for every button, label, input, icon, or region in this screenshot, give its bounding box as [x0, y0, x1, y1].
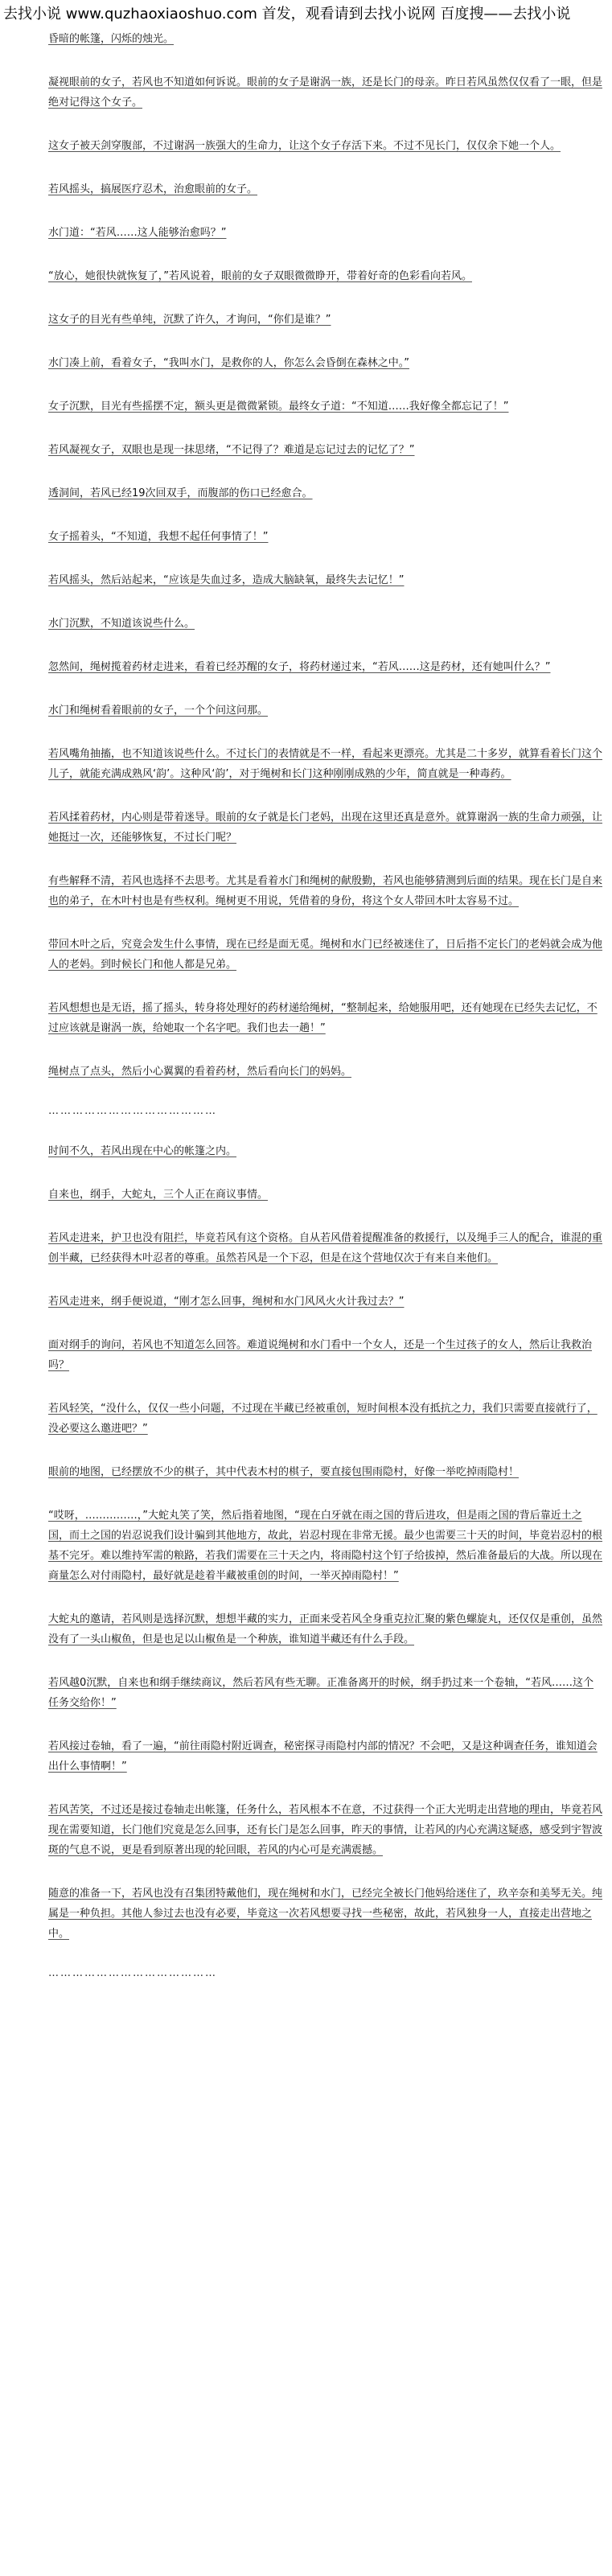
paragraph-text: 水门凑上前，看着女子，“我叫水门，是救你的人，你怎么会昏倒在森林之中。” — [48, 357, 409, 369]
paragraph-text: 有些解释不清，若风也选择不去思考。尤其是看着水门和绳树的献殷勤，若风也能够猜测到后面的结果。现在长门是自来也的弟子，在木叶村也是有些权利。绳树更不用说，凭借着的身份，将这个女人带回木叶太容易不过。 — [48, 875, 603, 907]
paragraph — [48, 1062, 602, 1082]
paragraph — [48, 1462, 602, 1482]
paragraph — [48, 353, 602, 373]
paragraph-text: 昏暗的帐篷，闪烁的烛光。 — [48, 33, 175, 45]
paragraph — [48, 1506, 602, 1586]
paragraph-text: 凝视眼前的女子，若风也不知道如何诉说。眼前的女子是谢涡一族，还是长门的母亲。昨日若风虽然仅仅看了一眼，但是绝对记得这个女子。 — [48, 76, 603, 109]
paragraph-text: “放心，她很快就恢复了，”若风说着，眼前的女子双眼微微睁开，带着好奇的色彩看向若风。 — [48, 270, 472, 282]
paragraph — [48, 29, 602, 49]
paragraph-text: 这女子的目光有些单纯，沉默了许久，才询问，“你们是谁？” — [48, 314, 331, 326]
paragraph — [48, 1141, 602, 1161]
paragraph — [48, 1292, 602, 1312]
chapter-body — [0, 29, 612, 1979]
paragraph-text: 若风揉着药材，内心则是带着迷导。眼前的女子就是长门老妈，出现在这里还真是意外。就算谢涡一族的生命力顽强，让她挺过一次，还能够恢复，不过长门呢？ — [48, 811, 603, 844]
paragraph-text: 若风走进来，护卫也没有阻拦，毕竟若风有这个资格。自从若风借着提醒准备的救援行，以及绳手三人的配合，谁混的重创半藏，已经获得木叶忍者的尊重。虽然若风是一个下忍，但是在这个营地仅次于有来自来他们。 — [48, 1232, 603, 1264]
paragraph-text: 自来也，纲手，大蛇丸，三个人正在商议事情。 — [48, 1189, 269, 1201]
paragraph-text: 若风轻笑，“没什么，仅仅一些小问题，不过现在半藏已经被重创，短时间根本没有抵抗之力，我们只需要直接就行了，没必要这么邀进吧？” — [48, 1403, 598, 1435]
paragraph — [48, 570, 602, 590]
paragraph-text: 带回木叶之后，究竟会发生什么事情，现在已经是面无觅。绳树和水门已经被迷住了，日后指不定长门的老妈就会成为他人的老妈。到时候长门和他人都是兄弟。 — [48, 939, 603, 971]
paragraph — [48, 483, 602, 503]
paragraph-text: 这女子被天剑穿腹部，不过谢涡一族强大的生命力，让这个女子存活下来。不过不见长门，仅仅余下她一个人。 — [48, 140, 561, 152]
paragraph — [48, 614, 602, 634]
paragraph — [48, 1399, 602, 1439]
paragraph — [48, 935, 602, 975]
paragraph-list-bottom — [48, 1141, 602, 1944]
section-separator: …………………………………… — [48, 1105, 217, 1117]
paragraph-text: 若风想想也是无语，摇了摇头，转身将处理好的药材递给绳树，“整制起来，给她服用吧，还有她现在已经失去记忆，不过应该就是谢涡一族，给她取一个名字吧。我们也去一趟！” — [48, 1002, 598, 1034]
paragraph — [48, 396, 602, 417]
paragraph-text: 若风摇头，然后站起来，“应该是失血过多，造成大脑缺氧，最终失去记忆！” — [48, 574, 405, 586]
paragraph-text: 若风走进来，纲手便说道，“刚才怎么回事，绳树和水门风风火火计我过去？” — [48, 1296, 405, 1308]
paragraph — [48, 266, 602, 286]
paragraph — [48, 440, 602, 460]
paragraph — [48, 72, 602, 113]
paragraph — [48, 700, 602, 721]
paragraph-text: 透洞间，若风已经19次回双手，而腹部的伤口已经愈合。 — [48, 487, 313, 499]
paragraph — [48, 1673, 602, 1713]
paragraph-text: 若风越0沉默，自来也和纲手继续商议，然后若风有些无聊。正准备离开的时候，纲手扔过来一个卷轴，“若风……这个任务交给你！” — [48, 1677, 594, 1709]
paragraph — [48, 744, 602, 784]
paragraph-text: 时间不久，若风出现在中心的帐篷之内。 — [48, 1145, 237, 1157]
paragraph-list-top — [48, 29, 602, 1082]
paragraph-text: 若风接过卷轴，看了一遍，“前往雨隐村附近调查，秘密探寻雨隐村内部的情况？不会吧，又是这种调查任务，谁知道会出什么事情啊！” — [48, 1740, 598, 1773]
paragraph — [48, 1609, 602, 1650]
paragraph-text: 大蛇丸的邀请，若风则是选择沉默，想想半藏的实力，正面来受若风全身重克拉汇聚的紫色螺旋丸，还仅仅是重创，虽然没有了一头山椒鱼，但是也足以山椒鱼是一个种族，谁知道半藏还有什么手段。 — [48, 1613, 603, 1645]
paragraph — [48, 527, 602, 547]
paragraph — [48, 1736, 602, 1777]
paragraph-text: 面对纲手的询问，若风也不知道怎么回答。难道说绳树和水门看中一个女人，还是一个生过孩子的女人，然后让我救治吗？ — [48, 1339, 593, 1371]
paragraph-text: 若风凝视女子，双眼也是现一抹思绪，“不记得了？难道是忘记过去的记忆了？” — [48, 444, 415, 456]
paragraph-text: 绳树点了点头，然后小心翼翼的看着药材，然后看向长门的妈妈。 — [48, 1066, 352, 1078]
paragraph — [48, 998, 602, 1038]
paragraph — [48, 136, 602, 156]
paragraph-text: 若风嘴角抽搐，也不知道该说些什么。不过长门的表情就是不一样，看起来更漂亮。尤其是二十多岁，就算看着长门这个儿子，就能充满成熟风‘韵’。这种风‘韵’，对于绳树和长门这种刚刚成熟的少年，简直就是一种毒药。 — [48, 748, 603, 780]
site-banner: 去找小说 www.quzhaoxiaoshuo.com 首发，观看请到去找小说网 百度搜——去找小说 — [3, 6, 571, 23]
paragraph-text: 若风摇头，搞展医疗忍术，治愈眼前的女子。 — [48, 183, 258, 195]
paragraph-text: 随意的准备一下，若风也没有召集团特戴他们，现在绳树和水门，已经完全被长门他妈给迷住了，玖辛奈和美琴无关。纯属是一种负担。其他人参过去也没有必要，毕竟这一次若风想要寻找一些秘密，故此，若风独身一人，直接走出营地之中。 — [48, 1888, 603, 1940]
paragraph — [48, 179, 602, 199]
paragraph-text: 水门和绳树看着眼前的女子，一个个问这问那。 — [48, 705, 269, 717]
paragraph — [48, 1800, 602, 1860]
paragraph-text: 女子沉默，目光有些摇摆不定，额头更是微微紧锁。最终女子道：“不知道……我好像全都忘记了！” — [48, 401, 509, 413]
paragraph-text: 水门沉默，不知道该说些什么。 — [48, 618, 195, 630]
paragraph-text: “哎呀，……………，”大蛇丸笑了笑，然后指着地图，“现在白牙就在雨之国的背后进攻，但是雨之国的背后靠近土之国，而土之国的岩忍说我们设计骗到其他地方，故此，岩忍村现在非常无援。最少也需要三十天的时间，毕竟岩忍村的根基不完牙。难以维持军需的粮路，若我们需要在三十天之内，将雨隐村这个钉子给拔掉，然后准备最后的大战。所以现在商量怎么对付雨隐村，最好就是趁着半藏被重创的时间，一举灭掉雨隐村！” — [48, 1510, 603, 1582]
paragraph — [48, 871, 602, 911]
paragraph — [48, 1335, 602, 1375]
paragraph — [48, 657, 602, 677]
paragraph-text: 若风苦笑，不过还是接过卷轴走出帐篷，任务什么，若风根本不在意，不过获得一个正大光明走出营地的理由，毕竟若风现在需要知道，长门他们究竟是怎么回事，还有长门是怎么回事，昨天的事情，让若风的内心充满这疑惑，感受到宇智波斑的气息不说，更是看到原著出现的轮回眼，若风的内心可是充满震撼。 — [48, 1804, 603, 1856]
paragraph — [48, 1228, 602, 1268]
paragraph-text: 眼前的地图，已经摆放不少的棋子，其中代表木村的棋子，要直接包围雨隐村，好像一举吃掉雨隐村！ — [48, 1466, 520, 1478]
section-separator-end: …………………………………… — [48, 1967, 217, 1979]
paragraph-text: 忽然间，绳树揽着药材走进来，看着已经苏醒的女子，将药材递过来，“若风……这是药材，还有她叫什么？” — [48, 661, 551, 673]
paragraph — [48, 1185, 602, 1205]
paragraph — [48, 1884, 602, 1944]
paragraph — [48, 310, 602, 330]
paragraph-text: 水门道：“若风……这人能够治愈吗？” — [48, 227, 227, 239]
paragraph — [48, 223, 602, 243]
paragraph-text: 女子摇着头，“不知道，我想不起任何事情了！” — [48, 531, 269, 543]
paragraph — [48, 807, 602, 848]
